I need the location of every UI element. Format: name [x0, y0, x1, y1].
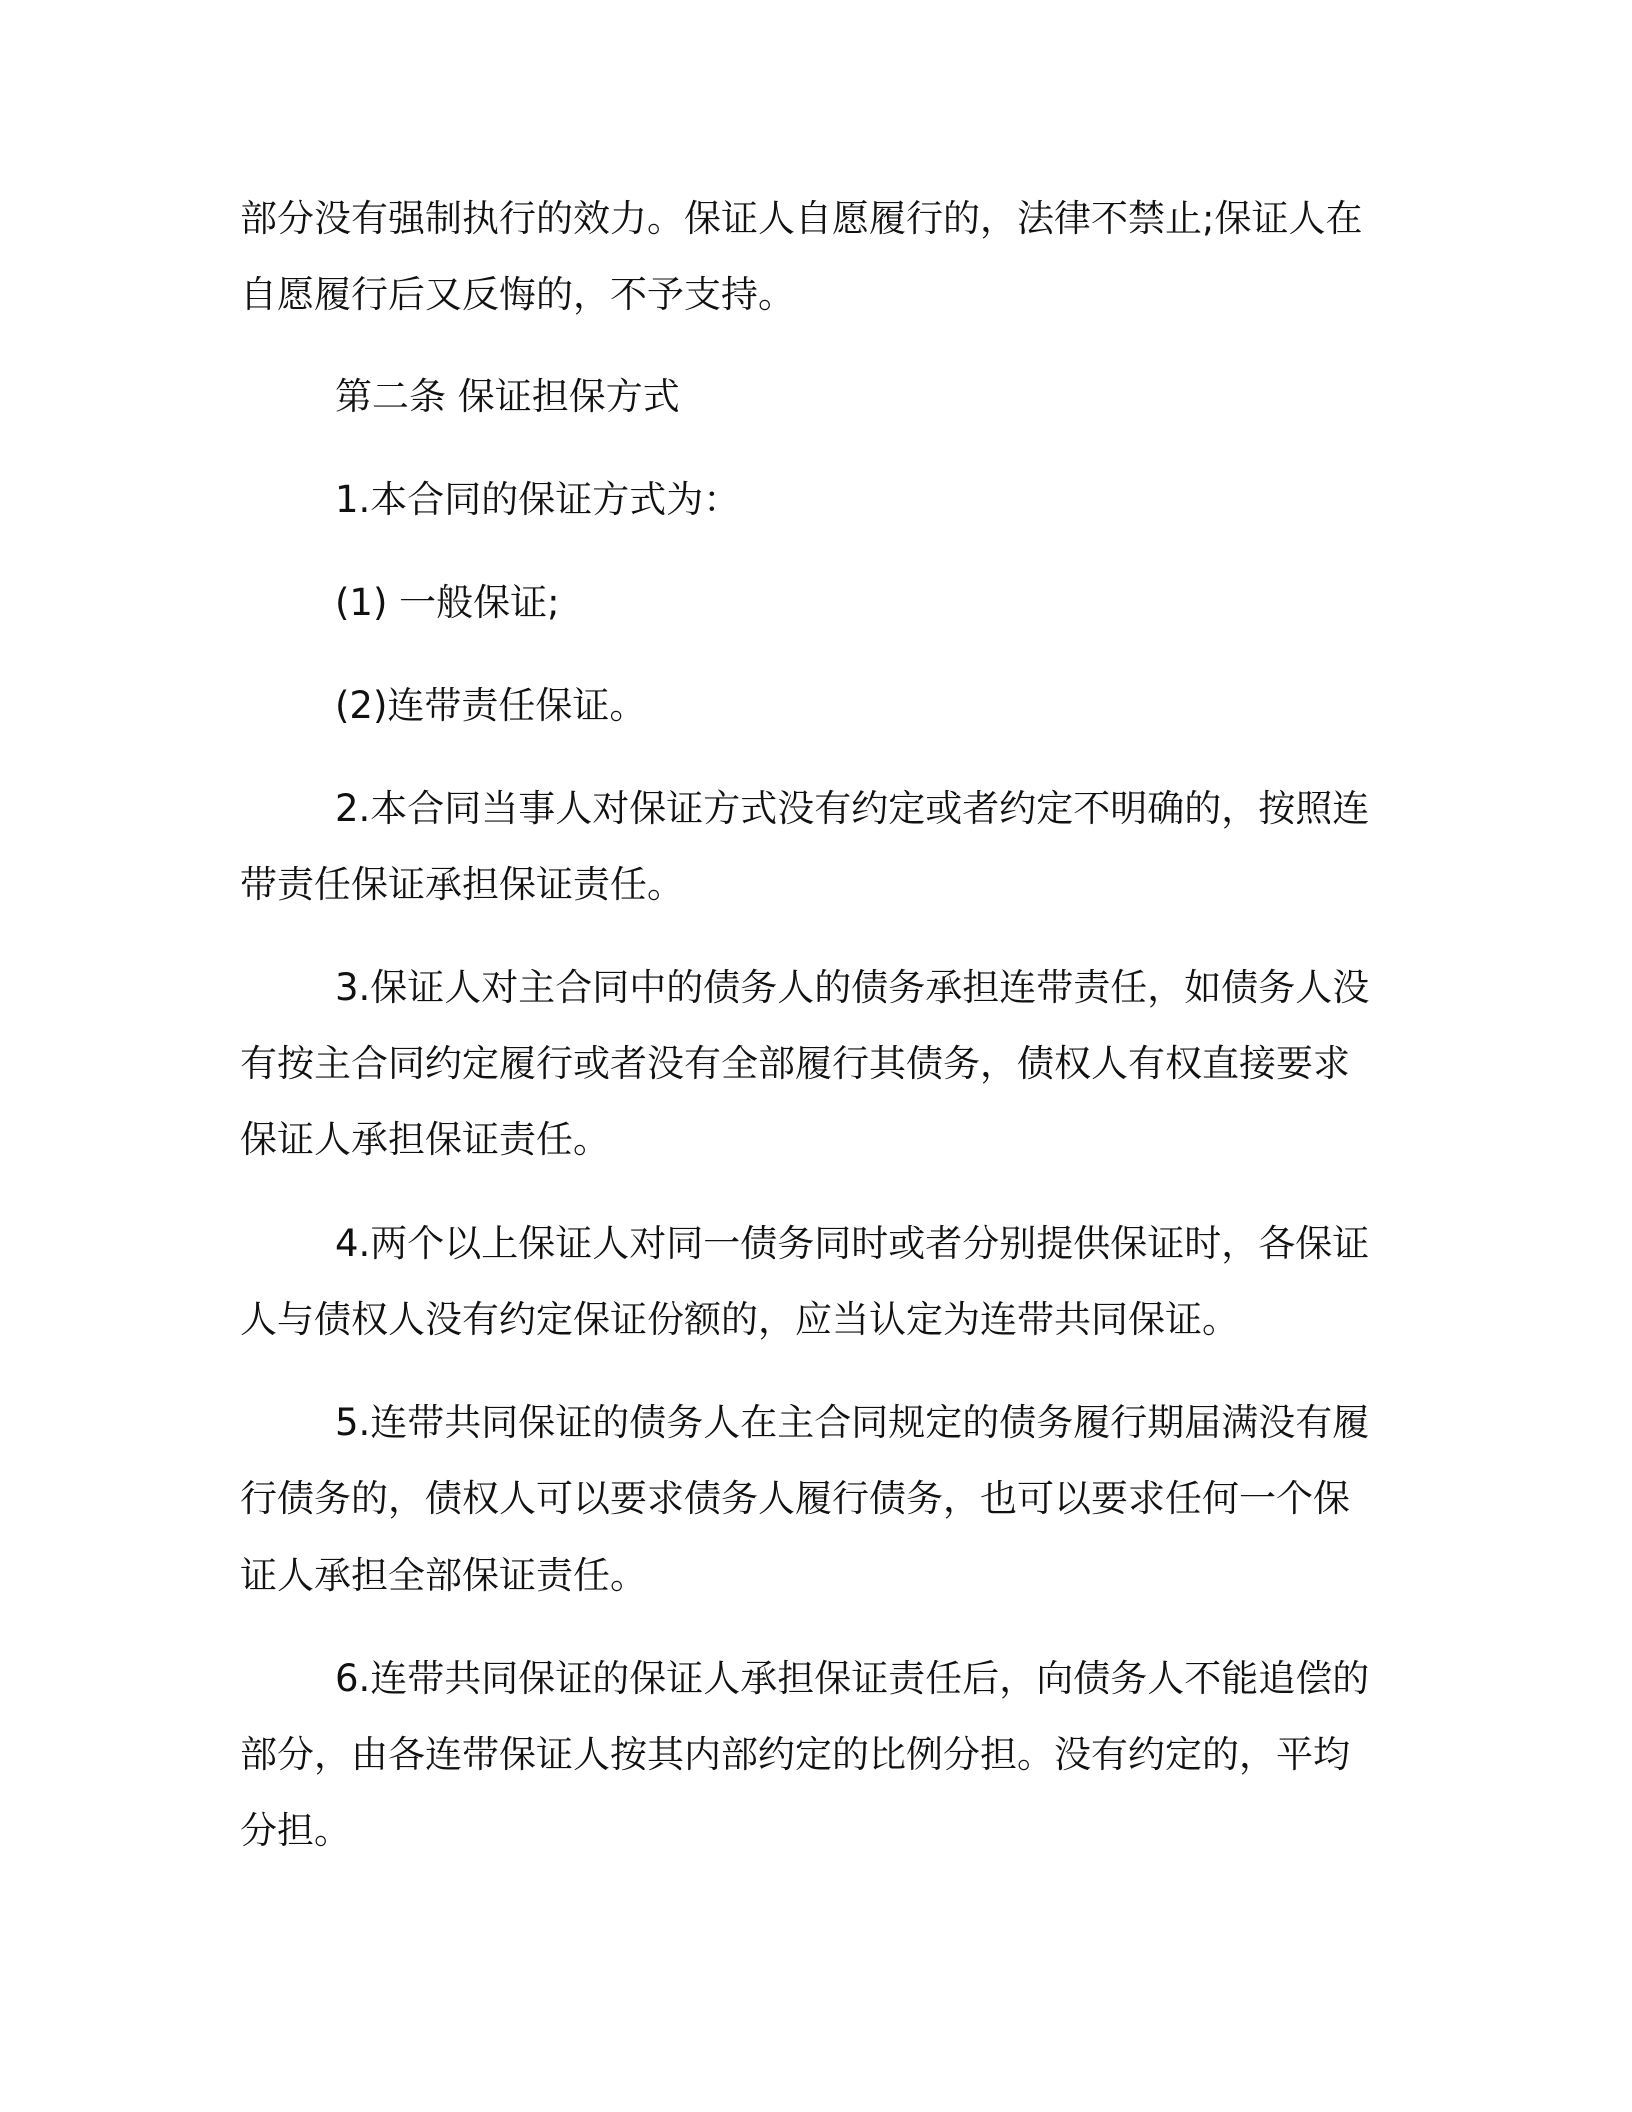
clause-line: 4.两个以上保证人对同一债务同时或者分别提供保证时，各保证	[335, 1222, 1370, 1265]
clause-line: 部分，由各连带保证人按其内部约定的比例分担。没有约定的，平均	[240, 1733, 1350, 1776]
clause-line: 带责任保证承担保证责任。	[240, 863, 684, 906]
clause-line: 有按主合同约定履行或者没有全部履行其债务，债权人有权直接要求	[240, 1042, 1350, 1085]
option-line: (1) 一般保证;	[335, 581, 560, 624]
clause-line: 6.连带共同保证的保证人承担保证责任后，向债务人不能追偿的	[335, 1657, 1370, 1700]
clause-line: 保证人承担保证责任。	[240, 1118, 610, 1161]
clause-line: 行债务的，债权人可以要求债务人履行债务，也可以要求任何一个保	[240, 1477, 1350, 1520]
clause-line: 1.本合同的保证方式为：	[335, 478, 741, 521]
clause-line: 证人承担全部保证责任。	[240, 1554, 647, 1597]
section-heading: 第二条 保证担保方式	[335, 375, 680, 418]
option-line: (2)连带责任保证。	[335, 684, 647, 727]
paragraph-line: 部分没有强制执行的效力。保证人自愿履行的，法律不禁止;保证人在	[240, 197, 1363, 240]
clause-line: 人与债权人没有约定保证份额的，应当认定为连带共同保证。	[240, 1298, 1239, 1341]
clause-line: 分担。	[240, 1809, 351, 1852]
clause-line: 3.保证人对主合同中的债务人的债务承担连带责任，如债务人没	[335, 966, 1370, 1009]
paragraph-line: 自愿履行后又反悔的，不予支持。	[240, 273, 795, 316]
clause-line: 2.本合同当事人对保证方式没有约定或者约定不明确的，按照连	[335, 787, 1370, 830]
clause-line: 5.连带共同保证的债务人在主合同规定的债务履行期届满没有履	[335, 1401, 1370, 1444]
